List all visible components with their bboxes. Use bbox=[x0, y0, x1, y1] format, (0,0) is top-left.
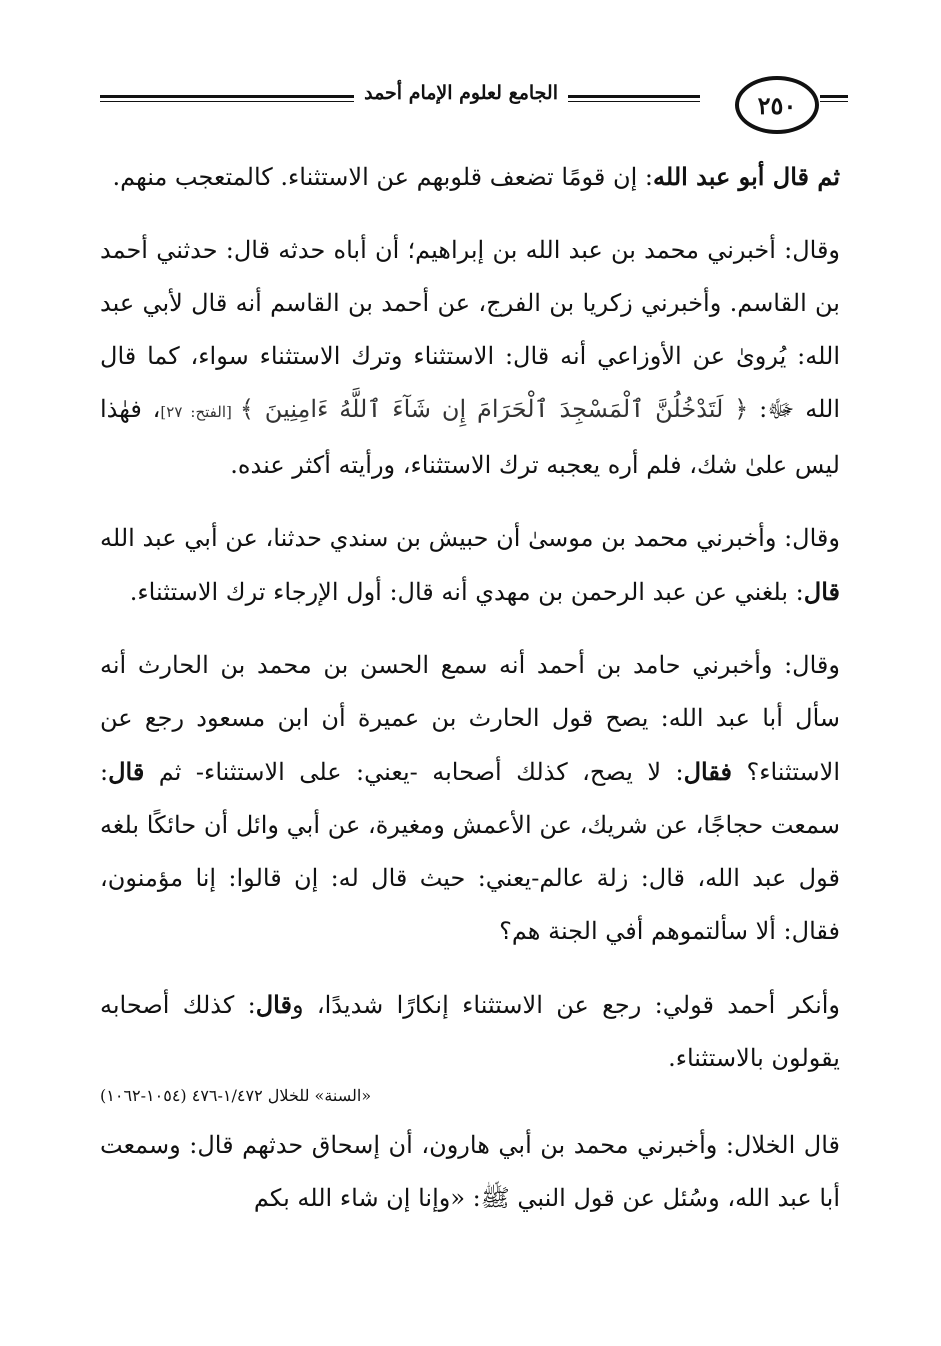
text: : لا يصح، كذلك أصحابه -يعني: على الاستثناء- ثم bbox=[144, 758, 684, 786]
quran-verse: ﴿ لَتَدْخُلُنَّ ٱلْمَسْجِدَ ٱلْحَرَامَ إِن شَآءَ ٱللَّهُ ءَامِنِينَ ﴾ bbox=[239, 395, 749, 423]
book-title: الجامع لعلوم الإمام أحمد bbox=[354, 82, 568, 104]
paragraph bbox=[100, 512, 840, 619]
bold-text: قال bbox=[255, 990, 292, 1019]
header-rule-right bbox=[820, 95, 848, 102]
text: : إن قومًا تضعف قلوبهم عن الاستثناء. كالمتعجب منهم. bbox=[112, 163, 653, 191]
text: وقال: أخبرني محمد بن عبد الله بن إبراهيم؛ أن أباه حدثه قال: حدثني أحمد بن القاسم. وأخبرني زكريا بن الفرج، عن أحمد بن القاسم أنه قال لأبي عبد الله: يُروىٰ عن الأوزاعي أنه قال: الاستثناء وترك الاستثناء سواء، كما قال الله ﷻ: bbox=[100, 236, 841, 423]
page-body bbox=[100, 150, 840, 1225]
text: وأنكر أحمد قولي: رجع عن الاستثناء إنكارًا شديدًا، و bbox=[291, 991, 841, 1019]
paragraph bbox=[100, 978, 840, 1085]
bold-text: ثم قال أبو عبد الله bbox=[653, 162, 840, 191]
text: وقال: وأخبرني حامد بن أحمد أنه سمع الحسن بن محمد بن الحارث أنه سأل أبا عبد الله: يصح قول الحارث بن عميرة أن ابن مسعود رجع عن الاستثناء؟ bbox=[100, 651, 840, 786]
verse-reference: [الفتح: ٢٧] bbox=[160, 403, 240, 421]
bold-text: قال bbox=[803, 577, 840, 606]
page-number: ٢٥٠ bbox=[735, 76, 819, 134]
paragraph bbox=[100, 224, 840, 492]
source-citation: «السنة» للخلال ١/٤٧٢-٤٧٦ (١٠٥٤-١٠٦٢) bbox=[100, 1086, 372, 1105]
paragraph bbox=[100, 150, 840, 204]
bold-text: فقال bbox=[683, 757, 732, 786]
text: قال الخلال: وأخبرني محمد بن أبي هارون، أن إسحاق حدثهم قال: وسمعت أبا عبد الله، وسُئل عن قول النبي ﷺ: «وإنا إن شاء الله بكم bbox=[100, 1131, 840, 1212]
text: : بلغني عن عبد الرحمن بن مهدي أنه قال: أول الإرجاء ترك الاستثناء. bbox=[129, 578, 804, 606]
text: ، فهٰذا ليس علىٰ شك، فلم أره يعجبه ترك الاستثناء، ورأيته أكثر عنده. bbox=[100, 395, 840, 479]
text: وقال: وأخبرني محمد بن موسىٰ أن حبيش بن سندي حدثنا، عن أبي عبد الله bbox=[100, 524, 840, 552]
paragraph bbox=[100, 1119, 840, 1225]
bold-text: قال bbox=[108, 757, 145, 786]
text: : كذلك أصحابه يقولون بالاستثناء. bbox=[100, 991, 840, 1072]
paragraph bbox=[100, 639, 840, 958]
text: : سمعت حجاجًا، عن شريك، عن الأعمش ومغيرة، عن أبي وائل أن حائكًا بلغه قول عبد الله، قال: زلة عالم-يعني: حيث قال له: إن قالوا: إنا مؤمنون، فقال: ألا سألتموهم أفي الجنة هم؟ bbox=[100, 758, 840, 945]
running-header bbox=[100, 68, 840, 138]
